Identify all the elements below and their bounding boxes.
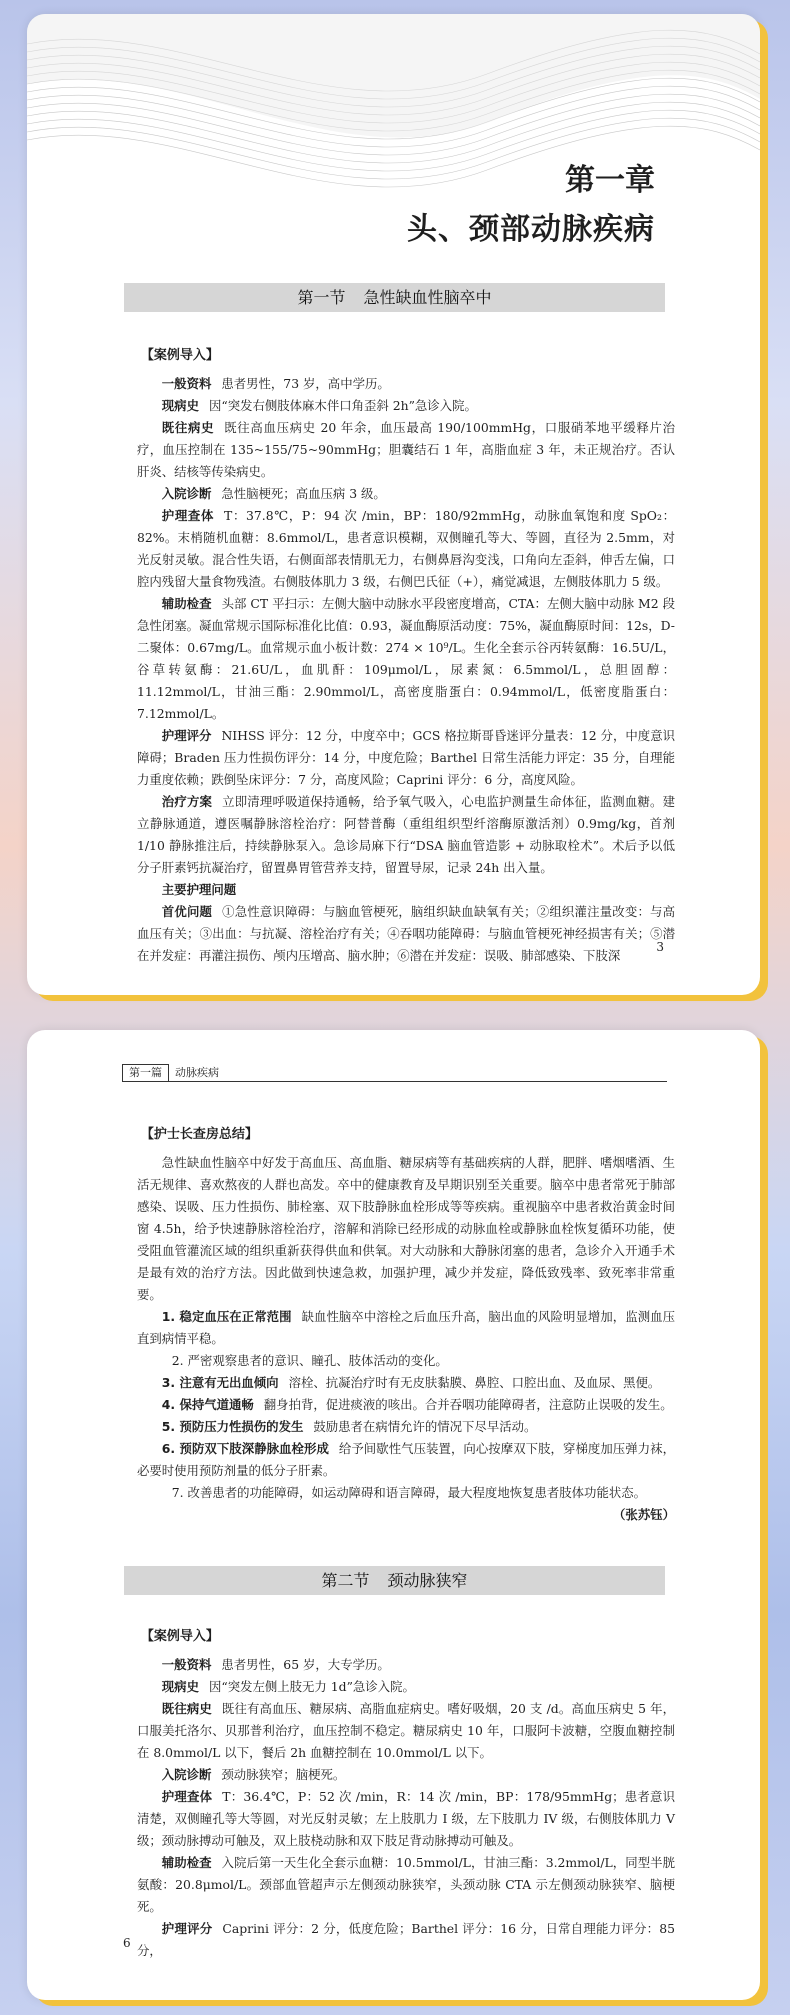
section-title: 急性缺血性脑卒中: [363, 288, 492, 307]
section-number: 第一节: [297, 288, 346, 307]
paragraph-present-illness: 现病史 因“突发左侧上肢无力 1d”急诊入院。: [161, 1679, 415, 1694]
paragraph-general: 一般资料 患者男性，65 岁，大专学历。: [161, 1657, 390, 1672]
running-head-title: 动脉疾病: [175, 1066, 219, 1079]
paragraph-auxiliary-exam: 辅助检查 入院后第一天生化全套示血糖：10.5mmol/L，甘油三酯：3.2mmol/L，同型半胱氨酸：20.8μmol/L。颈部血管超声示左侧颈动脉狭窄，头颈动脉 CTA 示左侧颈动脉狭窄、脑梗死。: [137, 1855, 675, 1914]
paragraph-first-priority: 首优问题 ①急性意识障碍：与脑血管梗死，脑组织缺血缺氧有关；②组织灌注量改变：与高血压有关；③出血：与抗凝、溶栓治疗有关；④吞咽功能障碍：与脑血管梗死神经损害有关；⑤潜在并发症：再灌注损伤、颅内压增高、脑水肿；⑥潜在并发症：误吸、肺部感染、下肢深: [137, 904, 676, 963]
paragraph-physical-exam: 护理查体 T：37.8℃，P：94 次 /min，BP：180/92mmHg，动脉血氧饱和度 SpO₂：82%。末梢随机血糖：8.6mmol/L，患者意识模糊，双侧瞳孔等大、等圆，直径为 2.5mm，对光反射灵敏。混合性失语，右侧面部表情肌无力，右侧鼻唇沟变浅，口角向左歪斜，伸舌左偏，口腔内残留大量食物残渣。右侧肢体肌力 3 级，右侧巴氏征（+），痛觉减退，左侧肢体肌力 5 级。: [137, 508, 675, 589]
book-page-3: [27, 14, 760, 995]
chapter-heading: [407, 162, 655, 250]
paragraph-past-history: 既往病史 既往高血压病史 20 年余，血压最高 190/100mmHg，口服硝苯地平缓释片治疗，血压控制在 135~155/75~90mmHg；胆囊结石 1 年，高脂血症 3 年，未正规治疗。否认肝炎、结核等传染病史。: [137, 420, 676, 479]
section-heading: [124, 1566, 665, 1595]
running-head-part: 第一篇: [122, 1064, 169, 1081]
section-title: 颈动脉狭窄: [387, 1571, 468, 1590]
author-signature: （张苏钰）: [613, 1507, 675, 1522]
summary-item: 2. 严密观察患者的意识、瞳孔、肢体活动的变化。: [171, 1353, 448, 1368]
paragraph-past-history: 既往病史 既往有高血压、糖尿病、高脂血症病史。嗜好吸烟，20 支 /d。高血压病史 5 年，口服美托洛尔、贝那普利治疗，血压控制不稳定。糖尿病史 10 年，口服阿卡波糖，空腹血糖控制在 8.0mmol/L 以下，餐后 2h 血糖控制在 10.0mmol/L 以下。: [137, 1701, 675, 1760]
paragraph-diagnosis: 入院诊断 急性脑梗死；高血压病 3 级。: [161, 486, 386, 501]
summary-item: 6. 预防双下肢深静脉血栓形成 给予间歇性气压装置，向心按摩双下肢，穿梯度加压弹力袜，必要时使用预防剂量的低分子肝素。: [137, 1441, 675, 1478]
paragraph-main-problems: 主要护理问题: [161, 882, 237, 897]
case-heading: 【案例导入】: [140, 348, 219, 363]
summary-item: 5. 预防压力性损伤的发生 鼓励患者在病情允许的情况下尽早活动。: [161, 1419, 537, 1434]
chapter-number: 第一章: [565, 163, 655, 198]
section-number: 第二节: [321, 1571, 370, 1590]
case-heading: 【案例导入】: [140, 1629, 219, 1644]
case-content: [137, 345, 675, 967]
running-head: [122, 1064, 667, 1082]
summary-item: 4. 保持气道通畅 翻身拍背，促进痰液的咳出。合并吞咽功能障碍者，注意防止误吸的发生。: [161, 1397, 673, 1412]
summary-item: 1. 稳定血压在正常范围 缺血性脑卒中溶栓之后血压升高，脑出血的风险明显增加，监测血压直到病情平稳。: [137, 1309, 676, 1346]
summary-content: [137, 1124, 675, 1526]
paragraph-auxiliary-exam: 辅助检查 头部 CT 平扫示：左侧大脑中动脉水平段密度增高，CTA：左侧大脑中动脉 M2 段急性闭塞。凝血常规示国际标准化比值：0.93，凝血酶原活动度：75%，凝血酶原时间：12s，D- 二聚体：0.67mg/L。血常规示血小板计数：274 × 10⁹/L。生化全套示谷丙转氨酶：16.5U/L，谷草转氨酶：21.6U/L，血肌酐：109μmol/L，尿素氮：6.5mmol/L，总胆固醇：11.12mmol/L，甘油三酯：2.90mmol/L，高密度脂蛋白：0.94mmol/L，低密度脂蛋白：7.12mmol/L。: [137, 596, 676, 721]
summary-heading: 【护士长查房总结】: [140, 1127, 258, 1142]
chapter-title: 头、颈部动脉疾病: [407, 212, 655, 247]
book-page-6: [27, 1030, 760, 2000]
summary-item: 7. 改善患者的功能障碍，如运动障碍和语言障碍，最大程度地恢复患者肢体功能状态。: [171, 1485, 647, 1500]
summary-item: 3. 注意有无出血倾向 溶栓、抗凝治疗时有无皮肤黏膜、鼻腔、口腔出血、及血尿、黑便。: [161, 1375, 661, 1390]
paragraph-physical-exam: 护理查体 T：36.4℃，P：52 次 /min，R：14 次 /min，BP：178/95mmHg；患者意识清楚，双侧瞳孔等大等圆，对光反射灵敏；左上肢肌力 I 级，左下肢肌力 IV 级，右侧肢体肌力 V 级；颈动脉搏动可触及，双上肢桡动脉和双下肢足背动脉搏动可触及。: [137, 1789, 676, 1848]
page-number: 6: [123, 1936, 131, 1950]
paragraph-general: 一般资料 患者男性，73 岁，高中学历。: [161, 376, 390, 391]
paragraph-present-illness: 现病史 因“突发右侧肢体麻木伴口角歪斜 2h”急诊入院。: [161, 398, 477, 413]
paragraph-treatment: 治疗方案 立即清理呼吸道保持通畅，给予氧气吸入，心电监护测量生命体征，监测血糖。建立静脉通道，遵医嘱静脉溶栓治疗：阿替普酶（重组组织型纤溶酶原激活剂）0.9mg/kg，首剂 1/10 静脉推注后，持续静脉泵入。急诊局麻下行“DSA 脑血管造影 + 动脉取栓术”。术后予以低分子肝素钙抗凝治疗，留置鼻胃管营养支持，留置导尿，记录 24h 出入量。: [137, 794, 676, 875]
paragraph-nursing-score: 护理评分 Caprini 评分：2 分，低度危险；Barthel 评分：16 分，日常自理能力评分：85 分，: [137, 1921, 675, 1958]
case-content: [137, 1626, 675, 1962]
page-number: 3: [656, 940, 664, 954]
paragraph-diagnosis: 入院诊断 颈动脉狭窄；脑梗死。: [161, 1767, 346, 1782]
summary-intro: 急性缺血性脑卒中好发于高血压、高血脂、糖尿病等有基础疾病的人群，肥胖、嗜烟嗜酒、生活无规律、喜欢熬夜的人群也高发。卒中的健康教育及早期识别至关重要。脑卒中患者常死于肺部感染、误吸、压力性损伤、肺栓塞、双下肢静脉血栓形成等等疾病。重视脑卒中患者救治黄金时间窗 4.5h，给予快速静脉溶栓治疗，溶解和消除已经形成的动脉血栓或静脉血栓恢复循环功能，使受阻血管灌流区域的组织重新获得供血和供氧。对大动脉和大静脉闭塞的患者，急诊介入开通手术是最有效的治疗方法。因此做到快速急救，加强护理，减少并发症，降低致残率、致死率非常重要。: [137, 1155, 675, 1302]
paragraph-nursing-score: 护理评分 NIHSS 评分：12 分，中度卒中；GCS 格拉斯哥昏迷评分量表：12 分，中度意识障碍；Braden 压力性损伤评分：14 分，中度危险；Barthel 日常生活能力评定：35 分，自理能力重度依赖；跌倒坠床评分：7 分，高度风险；Caprini 评分：6 分，高度风险。: [137, 728, 675, 787]
section-heading: [124, 283, 665, 312]
